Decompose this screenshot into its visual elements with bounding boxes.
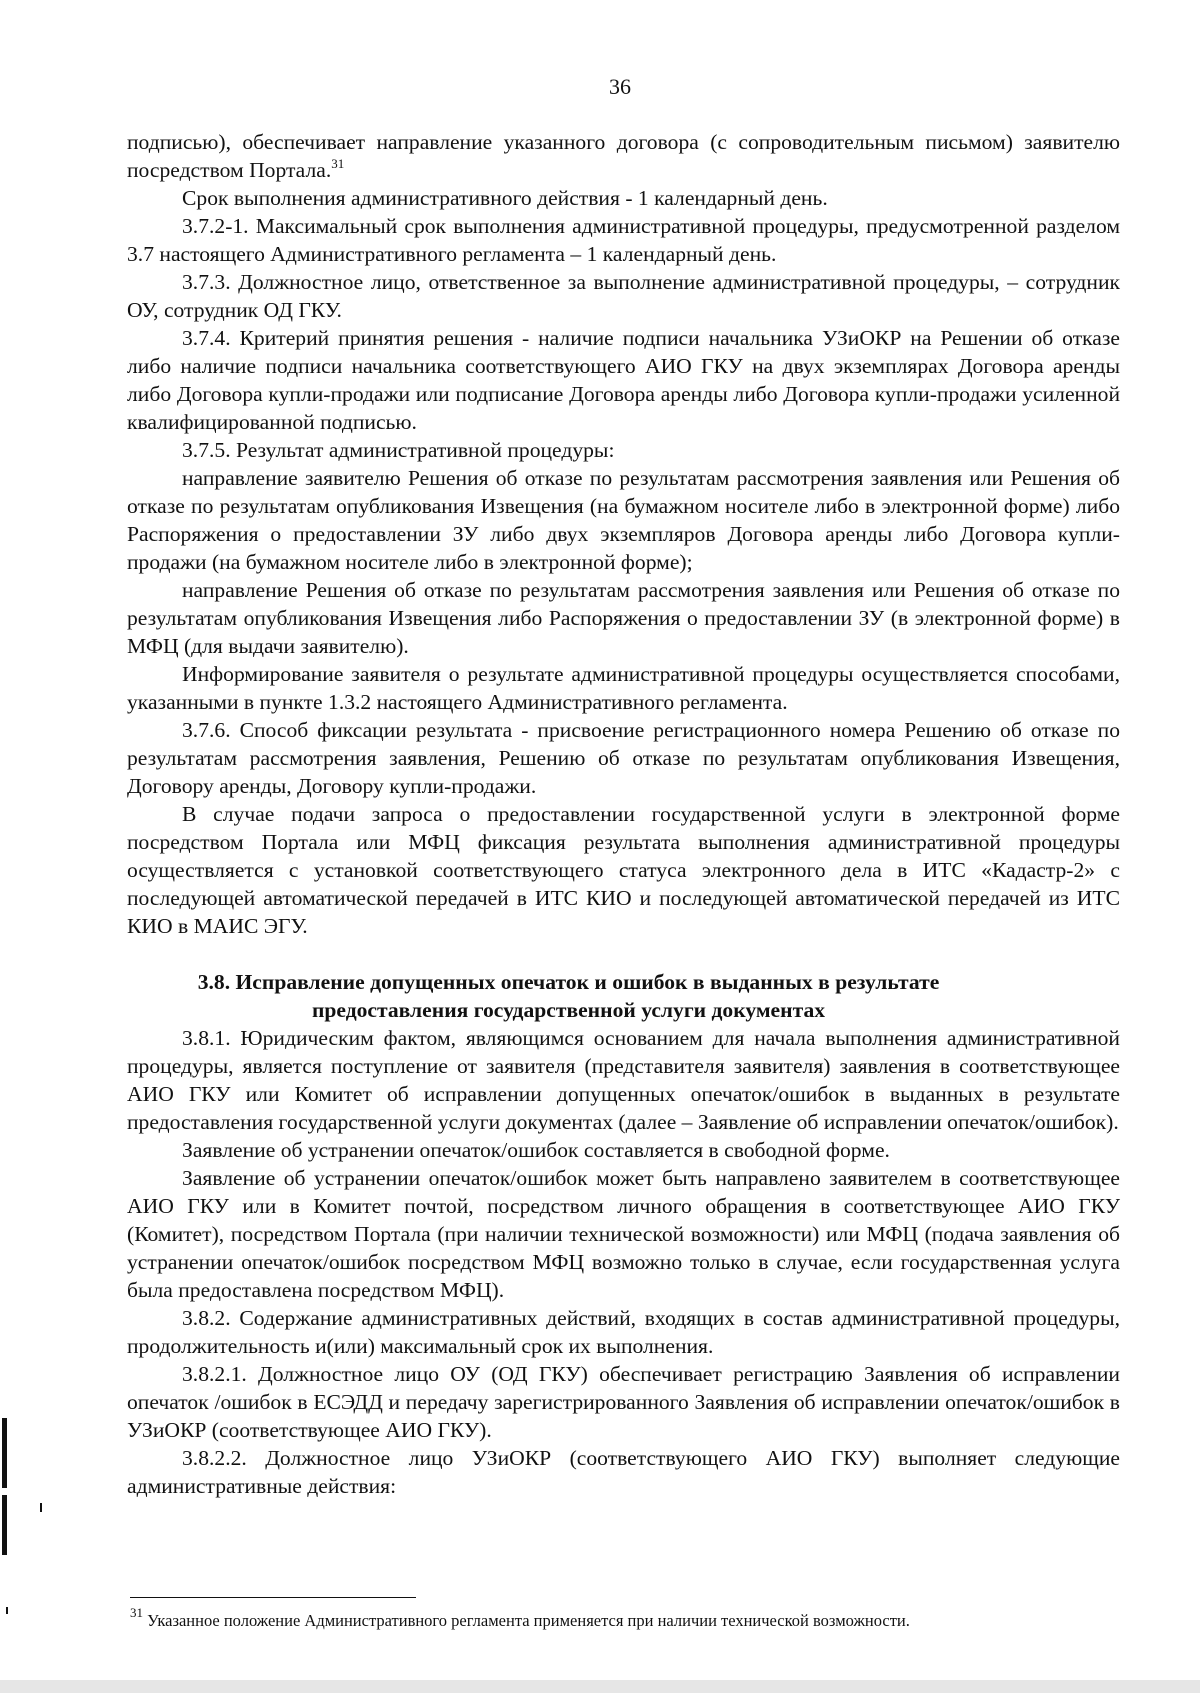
paragraph: 3.7.3. Должностное лицо, ответственное за выполнение административной процедуры, – сотрудник ОУ, сотрудник ОД ГКУ. [127,270,1120,322]
paragraph: 3.8.2. Содержание административных действий, входящих в состав административной процедуры, продолжительность и(или) максимальный срок их выполнения. [127,1306,1120,1358]
scan-artifact-bar [2,1495,7,1555]
paragraph: Заявление об устранении опечаток/ошибок может быть направлено заявителем в соответствующее АИО ГКУ или в Комитет почтой, посредством личного обращения в соответствующее АИО ГКУ (Комитет), посредством Портала (при наличии технической возможности) или МФЦ (подача заявления об устранении опечаток/ошибок посредством МФЦ возможно только в случае, если государственная услуга была предоставлена посредством МФЦ). [127,1166,1120,1302]
paragraph [127,128,1120,184]
paragraph: 3.7.4. Критерий принятия решения - наличие подписи начальника УЗиОКР на Решении об отказе либо наличие подписи начальника соответствующего АИО ГКУ на двух экземплярах Договора аренды либо Договора купли-продажи или подписание Договора аренды либо Договора купли-продажи усиленной квалифицированной подписью. [127,326,1120,434]
footnote-divider [130,1597,416,1598]
paragraph: 3.8.1. Юридическим фактом, являющимся основанием для начала выполнения административной процедуры, является поступление от заявителя (представителя заявителя) заявления в соответствующее АИО ГКУ или Комитет об исправлении допущенных опечаток/ошибок в выданных в результате предоставления государственной услуги документах (далее – Заявление об исправлении опечаток/ошибок). [127,1026,1120,1134]
paragraph: Срок выполнения административного действия - 1 календарный день. [182,186,828,210]
paragraph: 3.8.2.1. Должностное лицо ОУ (ОД ГКУ) обеспечивает регистрацию Заявления об исправлении опечаток /ошибок в ЕСЭДД и передачу зарегистрированного Заявления об исправлении опечаток/ошибок в УЗиОКР (соответствующее АИО ГКУ). [127,1362,1120,1442]
footnote-text: Указанное положение Административного регламента применяется при наличии технической возможности. [147,1611,910,1630]
paragraph-text: подписью), обеспечивает направление указанного договора (с сопроводительным письмом) заявителю посредством Портала. [127,130,1120,182]
paragraph: 3.7.5. Результат административной процедуры: [182,438,615,462]
paragraph: 3.8.2.2. Должностное лицо УЗиОКР (соответствующего АИО ГКУ) выполняет следующие административные действия: [127,1446,1120,1498]
document-body [127,128,1120,1500]
scan-artifact-bar [2,1418,7,1488]
section-heading: 3.8. Исправление допущенных опечаток и ошибок в выданных в результате предоставления государственной услуги документах [197,970,940,1022]
footnote-reference[interactable]: 31 [331,156,345,171]
paragraph: направление заявителю Решения об отказе по результатам рассмотрения заявления или Решения об отказе по результатам опубликования Извещения (на бумажном носителе либо в электронной форме) либо Распоряжения о предоставлении ЗУ либо двух экземпляров Договора аренды либо Договора купли-продажи (на бумажном носителе либо в электронной форме); [127,466,1120,574]
paragraph: 3.7.6. Способ фиксации результата - присвоение регистрационного номера Решению об отказе по результатам рассмотрения заявления, Решению об отказе по результатам опубликования Извещения, Договору аренды, Договору купли-продажи. [127,718,1120,798]
paragraph: направление Решения об отказе по результатам рассмотрения заявления или Решения об отказе по результатам опубликования Извещения либо Распоряжения о предоставлении ЗУ (в электронной форме) в МФЦ (для выдачи заявителю). [127,578,1120,658]
scan-artifact-dot [40,1503,42,1512]
paragraph: Информирование заявителя о результате административной процедуры осуществляется способами, указанными в пункте 1.3.2 настоящего Административного регламента. [127,662,1120,714]
footnote [130,1605,1120,1632]
paragraph: Заявление об устранении опечаток/ошибок составляется в свободной форме. [182,1138,890,1162]
scan-artifact-dot [6,1607,8,1614]
footnote-number: 31 [130,1605,143,1620]
paragraph: 3.7.2-1. Максимальный срок выполнения административной процедуры, предусмотренной разделом 3.7 настоящего Административного регламента – 1 календарный день. [127,214,1120,266]
scan-edge [0,1680,1200,1693]
paragraph: В случае подачи запроса о предоставлении государственной услуги в электронной форме посредством Портала или МФЦ фиксация результата выполнения административной процедуры осуществляется с установкой соответствующего статуса электронного дела в ИТС «Кадастр-2» с последующей автоматической передачей в ИТС КИО и последующей автоматической передачей из ИТС КИО в МАИС ЭГУ. [127,802,1120,938]
page-number: 36 [609,74,631,99]
